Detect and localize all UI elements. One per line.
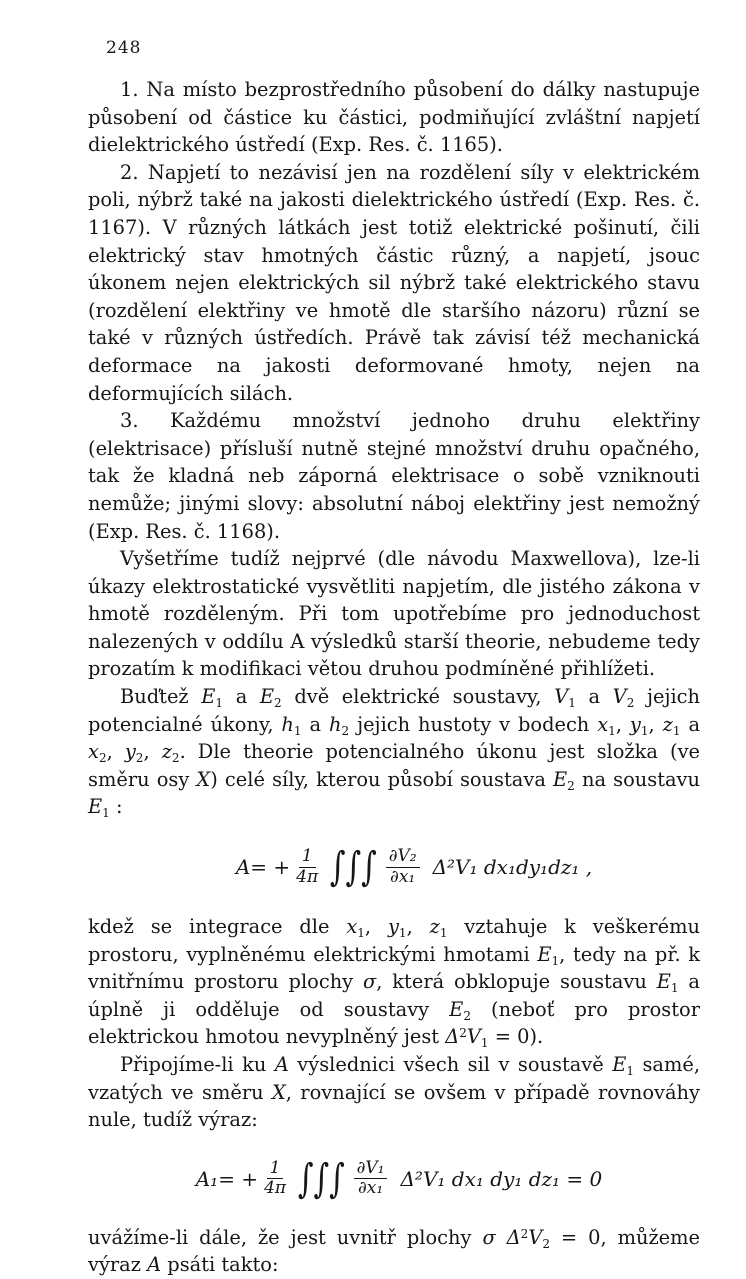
eq1-fraction: $\frac{1}{4\pi}$ xyxy=(296,845,319,887)
eq1-derivative: $\frac{\text{∂V₂}}{\text{∂x₁}}$ xyxy=(386,847,420,887)
paragraph-1: 1. Na místo bezprostředního působení do dálky nastupuje působení od částice ku částici, podmiňující zvláštní napjetí dielektrického ústředí (Exp. Res. č. 1165). xyxy=(88,78,700,157)
paragraph-2: 2. Napjetí to nezávisí jen na rozdělení síly v elektrickém poli, nýbrž také na jakosti dielektrického ústředí (Exp. Res. č. 1167). V různých látkách jest totiž elektrické pošinutí, čili elektrický stav hmotných částic různý, a napjetí, jsouc úkonem nejen elektrických sil nýbrž také elektrického stavu (rozdělení elektřiny ve hmotě dle staršího názoru) různí se také v různých ústředích. Právě tak závisí též mechanická deformace na jakosti deformované hmoty, nejen na deformujících silách. xyxy=(88,160,700,405)
page-number: 248 xyxy=(106,38,142,58)
eq2-fraction: $\frac{1}{4\pi}$ xyxy=(264,1157,287,1199)
text-body xyxy=(88,76,700,1279)
paragraph-5: Buďtež $E_1$ a $E_2$ dvě elektrické soustavy, $V_1$ a $V_2$ jejich potencialné úkony, $h_1$ a $h_2$ jejich hustoty v bodech $x_1$, $y_1$, $z_1$ a $x_2$, $y_2$, $z_2$. Dle theorie potencialného úkonu jest složka (ve směru osy X) celé síly, kterou působí soustava $E_2$ na soustavu $E_1$ : xyxy=(88,685,701,821)
paragraph-7: Připojíme-li ku A výslednici všech sil v soustavě $E_1$ samé, vzatých ve směru X, rovnající se ovšem v případě rovnováhy nule, tudíž výraz: xyxy=(88,1053,701,1132)
equation-1 xyxy=(128,821,700,913)
eq2-integrals: ∫∫∫ xyxy=(297,1155,345,1202)
equation-2 xyxy=(98,1134,700,1224)
paragraph-6: kdež se integrace dle $x_1$, $y_1$, $z_1$ vztahuje k veškerému prostoru, vyplněnému elektrickými hmotami $E_1$, tedy na př. k vnitřnímu prostoru plochy σ, která obklopuje soustavu $E_1$ a úplně ji odděluje od soustavy $E_2$ (neboť pro prostor elektrickou hmotou nevyplněný jest $\Delta^2V_1 = 0$). xyxy=(88,915,701,1051)
paragraph-8: uvážíme-li dále, že jest uvnitř plochy σ $\Delta^2V_2 = 0$, můžeme výraz A psáti takto: xyxy=(88,1225,700,1277)
eq2-equals: = + xyxy=(218,1166,259,1191)
eq2-lhs: A₁ xyxy=(195,1166,219,1191)
eq1-equals: = + xyxy=(250,855,291,880)
eq1-integrals: ∫∫∫ xyxy=(329,844,377,891)
eq2-tail: Δ²V₁ dx₁ dy₁ dz₁ = 0 xyxy=(400,1166,603,1191)
paragraph-4: Vyšetříme tudíž nejprvé (dle návodu Maxwellova), lze-li úkazy elektrostatické vysvětliti napjetím, dle jistého zákona v hmotě rozděleným. Při tom upotřebíme pro jednoduchost nalezených v oddílu A výsledků starší theorie, nebudeme tedy prozatím k modifikaci větou druhou podmíněné přihlížeti. xyxy=(88,547,700,681)
paragraph-3: 3. Každému množství jednoho druhu elektřiny (elektrisace) přísluší nutně stejné množství druhu opačného, tak že kladná neb záporná elektrisace o sobě vzniknouti nemůže; jinými slovy: absolutní náboj elektřiny jest nemožný (Exp. Res. č. 1168). xyxy=(88,409,700,543)
eq2-derivative: $\frac{\text{∂V₁}}{\text{∂x₁}}$ xyxy=(354,1159,388,1199)
eq1-lhs: A xyxy=(235,855,251,880)
eq1-tail: Δ²V₁ dx₁dy₁dz₁ , xyxy=(432,855,593,880)
